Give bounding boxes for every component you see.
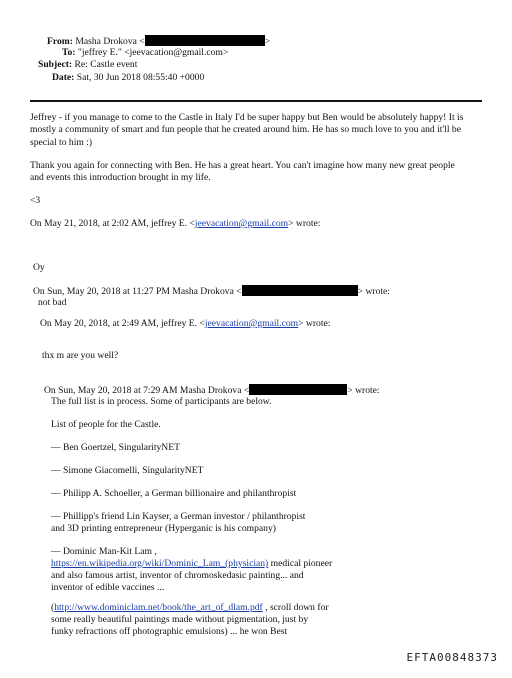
list-item-5-line1: — Dominic Man-Kit Lam ,	[51, 546, 157, 557]
full-list-line: The full list is in process. Some of participants are below.	[51, 396, 272, 407]
reply-thx: thx m are you well?	[42, 350, 119, 361]
from-label: From:	[47, 36, 73, 47]
to-line	[62, 47, 228, 59]
list-item-5-line4: inventor of edible vaccines ...	[51, 582, 165, 593]
redaction-block	[145, 35, 265, 46]
quote4-pre: On Sun, May 20, 2018 at 7:29 AM Masha Drokova <	[44, 385, 250, 396]
date-value: Sat, 30 Jun 2018 08:55:40 +0000	[76, 72, 205, 83]
from-end: >	[264, 36, 271, 47]
redaction-block	[249, 384, 347, 395]
list-item-6-line2: some really beautiful paintings made without pigmentation, just by	[51, 614, 309, 625]
header-divider	[30, 100, 482, 102]
list-item-6-post: , scroll down for	[262, 602, 329, 613]
body-p2-line2: and events this introduction brought in my life.	[30, 172, 211, 183]
document-id: EFTA00848373	[406, 651, 498, 664]
list-item-1: — Ben Goertzel, SingularityNET	[51, 442, 180, 453]
subject-label: Subject:	[38, 59, 73, 70]
reply-not-bad: not bad	[38, 297, 67, 308]
quote2-post: > wrote:	[357, 286, 390, 297]
quote1-attribution	[30, 218, 320, 230]
body-p2-line1: Thank you again for connecting with Ben. He has a great heart. You can't imagine how many new great people	[30, 160, 455, 171]
body-p1-line2: mostly a community of smart and fun people that he created around him. He has so much love to you and it'll be	[30, 124, 461, 135]
list-item-3: — Philipp A. Schoeller, a German billionaire and philanthropist	[51, 488, 297, 499]
list-item-5-line3: and also famous artist, inventor of chromoskedasic painting... and	[51, 570, 304, 581]
quote1-email-link[interactable]: jeevacation@gmail.com	[194, 218, 289, 229]
subject-line	[38, 59, 137, 71]
quote1-post: > wrote:	[288, 218, 321, 229]
to-label: To:	[62, 47, 76, 58]
list-item-4-line2: and 3D printing entrepreneur (Hyperganic is his company)	[51, 523, 276, 534]
dominiclam-link[interactable]: http://www.dominiclam.net/book/the_art_of_dlam.pdf	[54, 602, 263, 613]
quote2-attribution	[33, 285, 390, 298]
list-item-6-line3: funky refractions off photographic emulsions) ... he won Best	[51, 626, 288, 637]
quote3-attribution	[40, 318, 330, 330]
redaction-block	[242, 285, 358, 296]
from-name: Masha Drokova <	[75, 36, 145, 47]
list-item-5-line2-post: medical pioneer	[268, 558, 333, 569]
body-p1-line1: Jeffrey - if you manage to come to the Castle in Italy I'd be super happy but Ben would be absolutely happy! It is	[30, 112, 464, 123]
reply-oy: Oy	[33, 262, 45, 273]
quote1-pre: On May 21, 2018, at 2:02 AM, jeffrey E. <	[30, 218, 195, 229]
wikipedia-link[interactable]: https://en.wikipedia.org/wiki/Dominic_Lam_(physician)	[51, 558, 269, 569]
body-heart: <3	[30, 195, 41, 206]
quote3-email-link[interactable]: jeevacation@gmail.com	[204, 318, 299, 329]
quote4-post: > wrote:	[347, 385, 380, 396]
subject-value: Re: Castle event	[74, 59, 138, 70]
list-item-6-line1	[51, 602, 329, 614]
date-line	[52, 72, 204, 84]
date-label: Date:	[52, 72, 75, 83]
list-item-2: — Simone Giacomelli, SingularityNET	[51, 465, 204, 476]
body-p1-line3: special to him :)	[30, 137, 93, 148]
list-item-5-line2	[51, 558, 332, 570]
list-item-6-pre: (	[51, 602, 55, 613]
quote3-post: > wrote:	[298, 318, 331, 329]
list-item-4-line1: — Phillipp's friend Lin Kayser, a German investor / philanthropist	[51, 511, 306, 522]
quote3-pre: On May 20, 2018, at 2:49 AM, jeffrey E. <	[40, 318, 205, 329]
quote2-pre: On Sun, May 20, 2018 at 11:27 PM Masha Drokova <	[33, 286, 242, 297]
list-intro: List of people for the Castle.	[51, 419, 161, 430]
to-value: "jeffrey E." <jeevacation@gmail.com>	[77, 47, 229, 58]
